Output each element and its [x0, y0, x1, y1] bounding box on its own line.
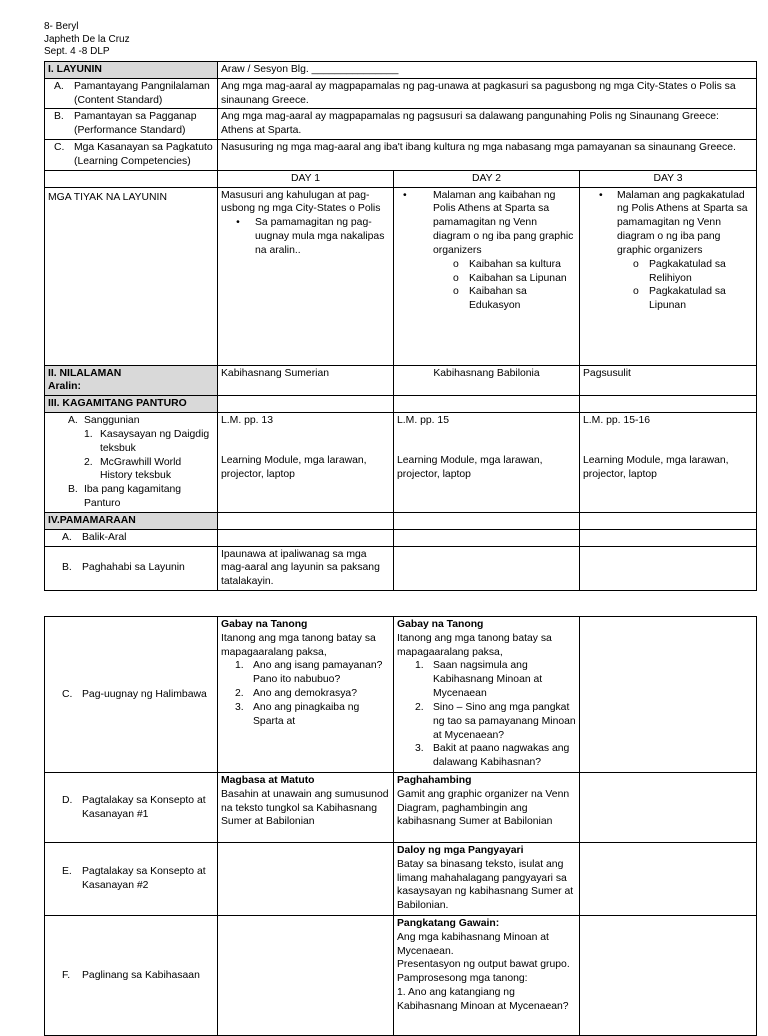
class-section: 8- Beryl [44, 21, 79, 32]
paglinang-label: F. Paglinang sa Kabihasaan [45, 916, 218, 1036]
day3-objectives: • Malaman ang pagkakatulad ng Polis Athens at Sparta sa pamamagitan ng Venn diagram o ng iba pang graphic organizers o Pagkakatulad sa Relihiyon o Pagkakatulad sa Lipunan [580, 187, 757, 365]
paglinang-day2: Pangkatang Gawain: Ang mga kabihasnang Minoan at Mycenaean. Presentasyon ng output bawat grupo. Pamprosesong mga tanong: 1. Ano ang katangiang ng Kabihasnang Minoan at Mycenaean? [394, 916, 580, 1036]
layunin-heading: I. LAYUNIN [45, 62, 218, 79]
araw-sesyon: Araw / Sesyon Blg. _______________ [218, 62, 757, 79]
balik-aral-label: A. Balik-Aral [45, 529, 218, 546]
kagamitan-heading: III. KAGAMITANG PANTURO [45, 396, 218, 413]
day2-header: DAY 2 [394, 170, 580, 187]
nilalaman-day2: Kabihasnang Babilonia [394, 365, 580, 396]
date-range: Sept. 4 -8 DLP [44, 46, 110, 57]
lesson-plan-table [44, 61, 757, 591]
pagtalakay2-label: E. Pagtalakay sa Konsepto at Kasanayan #2 [45, 843, 218, 916]
lesson-plan-table-page2 [44, 616, 757, 1036]
day1-header: DAY 1 [218, 170, 394, 187]
pagtalakay2-day2: Daloy ng mga Pangyayari Batay sa binasang teksto, isulat ang limang mahahalagang pangyayari sa kasaysayan ng kabihasnang Sumer at Babilonian. [394, 843, 580, 916]
pagtalakay1-day1: Magbasa at Matuto Basahin at unawain ang sumusunod na teksto tungkol sa Kabihasnang Sumer at Babilonian [218, 773, 394, 843]
kagamitan-day2: L.M. pp. 15 Learning Module, mga larawan, projector, laptop [394, 413, 580, 513]
content-standard-text: Ang mga mag-aaral ay magpapamalas ng pag-unawa at pagkasuri sa pagusbong ng mga City-States o Polis sa sinaunang Greece. [218, 78, 757, 109]
learning-competencies-text: Nasusuring ng mga mag-aaral ang iba't ibang kultura ng mga nabasang mga pamayanan sa sinaunang Greece. [218, 140, 757, 171]
kagamitan-day1: L.M. pp. 13 Learning Module, mga larawan, projector, laptop [218, 413, 394, 513]
nilalaman-day1: Kabihasnang Sumerian [218, 365, 394, 396]
content-standard-label: A. Pamantayang Pangnilalaman (Content Standard) [45, 78, 218, 109]
pag-uugnay-day2: Gabay na Tanong Itanong ang mga tanong batay sa mapagaaralang paksa, 1. Saan nagsimula ang Kabihasnang Minoan at Mycenaean 2. Sino – Sino ang mga pangkat ng tao sa pamayanang Minoan at Mycenaean? 3. Bakit at paano nagwakas ang dalawang Kabihasnan? [394, 617, 580, 773]
day3-header: DAY 3 [580, 170, 757, 187]
sanggunian-list: A. Sanggunian 1. Kasaysayan ng Daigdig teksbuk 2. McGrawhill World History teksbuk B. Iba pang kagamitang Panturo [45, 413, 218, 513]
pamamaraan-heading: IV.PAMAMARAAN [45, 512, 218, 529]
performance-standard-text: Ang mga mag-aaral ay magpapamalas ng pagsusuri sa dalawang pangunahing Polis ng Sinaunang Greece: Athens at Sparta. [218, 109, 757, 140]
nilalaman-day3: Pagsusulit [580, 365, 757, 396]
pag-uugnay-day1: Gabay na Tanong Itanong ang mga tanong batay sa mapagaaralang paksa, 1. Ano ang isang pamayanan? Pano ito nabubuo? 2. Ano ang demokrasya? 3. Ano ang pinagkaiba ng Sparta at [218, 617, 394, 773]
paghahabi-day1: Ipaunawa at ipaliwanag sa mga mag-aaral ang layunin sa paksang tatalakayin. [218, 546, 394, 590]
kagamitan-day3: L.M. pp. 15-16 Learning Module, mga larawan, projector, laptop [580, 413, 757, 513]
day2-objectives: • Malaman ang kaibahan ng Polis Athens at Sparta sa pamamagitan ng Venn diagram o ng iba pang graphic organizers o Kaibahan sa kultura o Kaibahan sa Lipunan o Kaibahan sa Edukasyon [394, 187, 580, 365]
day1-objectives: Masusuri ang kahulugan at pag-usbong ng mga City-States o Polis • Sa pamamagitan ng pag-uugnay mula mga nakalipas na aralin.. [218, 187, 394, 365]
performance-standard-label: B. Pamantayan sa Pagganap (Performance Standard) [45, 109, 218, 140]
pag-uugnay-label: C. Pag-uugnay ng Halimbawa [45, 617, 218, 773]
teacher-name: Japheth De la Cruz [44, 33, 130, 45]
pagtalakay1-day2: Paghahambing Gamit ang graphic organizer na Venn Diagram, paghambingin ang kabihasnang Sumer at Babilonian [394, 773, 580, 843]
pagtalakay1-label: D. Pagtalakay sa Konsepto at Kasanayan #1 [45, 773, 218, 843]
learning-competencies-label: C. Mga Kasanayan sa Pagkatuto (Learning Competencies) [45, 140, 218, 171]
document-header [44, 21, 130, 59]
tiyak-na-layunin-label: MGA TIYAK NA LAYUNIN [45, 187, 218, 365]
paghahabi-label: B. Paghahabi sa Layunin [45, 546, 218, 590]
nilalaman-heading: II. NILALAMAN Aralin: [45, 365, 218, 396]
